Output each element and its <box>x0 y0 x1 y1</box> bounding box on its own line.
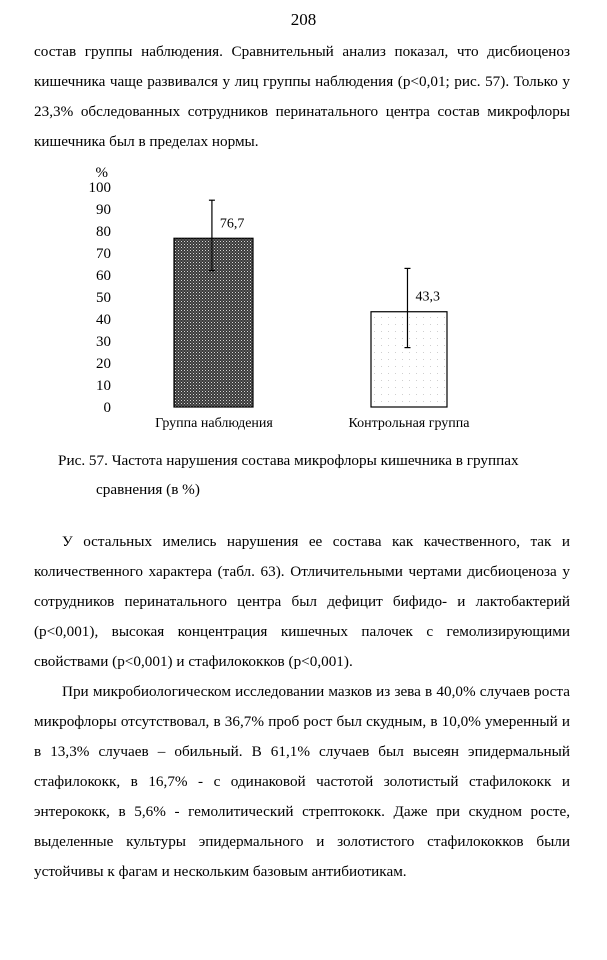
y-tick-label: 50 <box>96 290 111 306</box>
y-tick-label: 40 <box>96 312 111 328</box>
category-label: Контрольная группа <box>348 416 470 431</box>
y-tick-label: 0 <box>103 400 111 416</box>
y-tick-label: 20 <box>96 356 111 372</box>
y-tick-label: 60 <box>96 268 111 284</box>
y-tick-label: 100 <box>88 180 111 196</box>
bar <box>174 238 253 407</box>
y-axis-unit: % <box>95 165 108 181</box>
figure-caption <box>58 446 578 504</box>
caption-line-2: сравнения (в %) <box>96 481 200 498</box>
category-label: Группа наблюдения <box>155 416 273 431</box>
y-tick-label: 30 <box>96 334 111 350</box>
value-label: 43,3 <box>415 289 440 305</box>
y-tick-label: 70 <box>96 246 111 262</box>
paragraph-1: состав группы наблюдения. Сравнительный анализ показал, что дисбиоценоз кишечника чаще развивался у лиц группы наблюдения (р<0,01; рис. 57). Только у 23,3% обследованных сотрудников перинатального центра состав микрофлоры кишечника был в пределах нормы. <box>34 43 570 150</box>
x-axis-labels <box>155 416 470 431</box>
page-number: 208 <box>290 10 317 29</box>
y-axis <box>89 165 112 416</box>
bars <box>174 200 447 407</box>
paragraph-2: У остальных имелись нарушения ее состава как качественного, так и количественного характера (табл. 63). Отличительными чертами дисбиоценоза у сотрудников перинатального центра был дефицит бифидо- и лактобактерий (р<0,001), высокая концентрация кишечных палочек с гемолизирующими свойствами (р<0,001) и стафилококков (р<0,001). <box>34 533 570 670</box>
bar-chart <box>70 160 490 435</box>
caption-line-1: Рис. 57. Частота нарушения состава микрофлоры кишечника в группах <box>58 452 519 469</box>
y-tick-label: 10 <box>96 378 111 394</box>
value-label: 76,7 <box>219 216 245 232</box>
paragraph-3: При микробиологическом исследовании мазков из зева в 40,0% случаев роста микрофлоры отсутствовал, в 36,7% проб рост был скудным, в 10,0% умеренный и в 13,3% случаев – обильный. В 61,1% случаев был высеян эпидермальный стафилококк, в 16,7% - с одинаковой частотой золотистый стафилококк и энтерококк, в 5,6% - гемолитический стрептококк. Даже при скудном росте, выделенные культуры эпидермального и золотистого стафилококков были устойчивы к фагам и нескольким базовым антибиотикам. <box>34 683 570 880</box>
bar <box>371 312 447 407</box>
y-tick-label: 90 <box>96 202 111 218</box>
y-tick-label: 80 <box>96 224 111 240</box>
